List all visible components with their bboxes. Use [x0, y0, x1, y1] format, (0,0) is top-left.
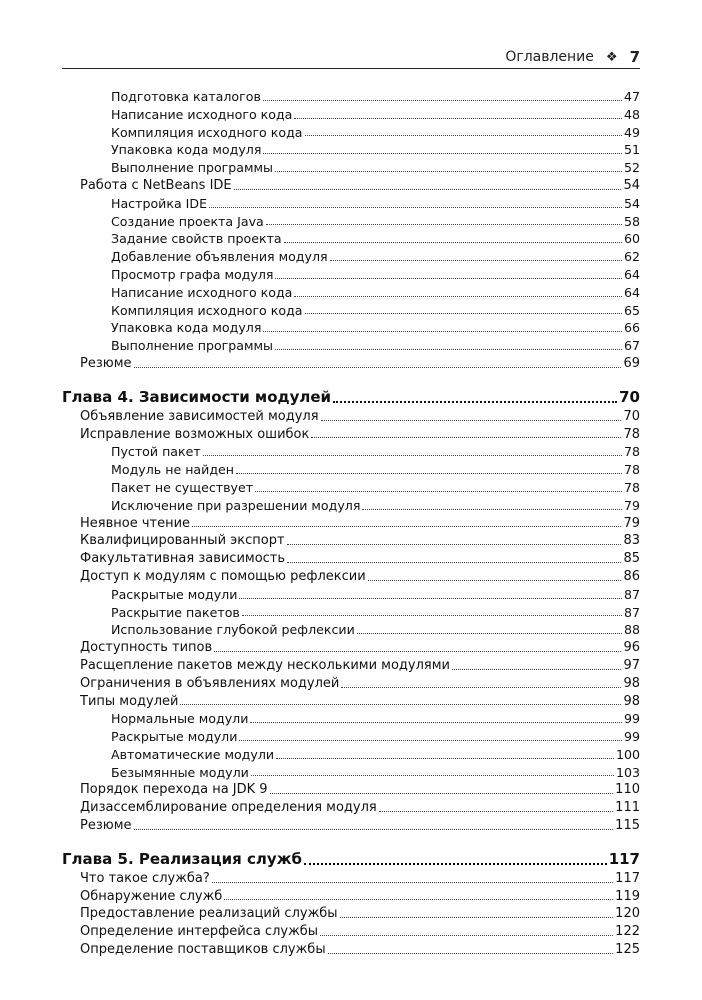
dot-leader	[362, 508, 622, 510]
toc-entry-title: Резюме	[80, 818, 132, 834]
dot-leader	[328, 952, 614, 954]
dot-leader	[379, 810, 613, 812]
dot-leader	[340, 916, 614, 918]
toc-page-number: 117	[608, 849, 640, 868]
toc-entry-row[interactable]	[62, 941, 640, 959]
dot-leader	[320, 934, 613, 936]
toc-entry-title: Определение поставщиков службы	[80, 942, 326, 958]
toc-page-number: 115	[615, 818, 640, 834]
toc-page-number: 117	[615, 870, 640, 886]
dot-leader	[263, 99, 622, 101]
toc-entry-title: Добавление объявления модуля	[111, 249, 328, 265]
page-number: 7	[629, 48, 640, 66]
toc-entry-title: Компиляция исходного кода	[111, 124, 303, 140]
toc-entry-row[interactable]	[62, 426, 640, 444]
toc-entry-row[interactable]	[62, 195, 640, 213]
dot-leader	[305, 134, 622, 136]
toc-page-number: 97	[623, 657, 640, 673]
toc-page-number: 60	[623, 231, 640, 247]
toc-entry-row[interactable]	[62, 124, 640, 142]
dot-leader	[333, 400, 617, 403]
toc-entry-title: Модуль не найден	[111, 462, 235, 478]
dot-leader	[234, 188, 622, 190]
toc-entry-title: Обнаружение служб	[80, 888, 223, 904]
toc-page-number: 47	[623, 89, 640, 104]
toc-entry-title: Безымянные модули	[111, 764, 249, 780]
toc-page-number: 70	[619, 387, 640, 406]
dot-leader	[276, 757, 614, 759]
toc-entry-row[interactable]	[62, 461, 640, 479]
toc-page-number: 49	[623, 124, 640, 140]
toc-page-number: 99	[623, 729, 640, 745]
dot-leader	[304, 862, 607, 865]
toc-entry-title: Упаковка кода модуля	[111, 320, 262, 336]
toc-entry-row[interactable]	[62, 88, 640, 106]
toc-entry-row[interactable]	[62, 213, 640, 231]
toc-page-number: 69	[623, 355, 640, 371]
toc-page-number: 87	[623, 586, 640, 602]
toc-entry-row[interactable]	[62, 532, 640, 550]
toc-entry-row[interactable]	[62, 639, 640, 657]
toc-entry-row[interactable]	[62, 266, 640, 284]
toc-entry-title: Создание проекта Java	[111, 213, 264, 229]
toc-entry-row[interactable]	[62, 355, 640, 373]
toc-page-number: 62	[623, 249, 640, 265]
toc-entry-title: Глава 5. Реализация служб	[62, 849, 303, 868]
toc-entry-row[interactable]	[62, 657, 640, 675]
running-header	[62, 46, 640, 69]
toc-page-number: 98	[623, 675, 640, 691]
dot-leader	[255, 490, 622, 492]
dot-leader	[203, 454, 622, 456]
toc-page-number: 67	[623, 338, 640, 354]
dot-leader	[275, 348, 622, 350]
dot-leader	[263, 152, 622, 154]
toc-entry-row[interactable]	[62, 568, 640, 586]
toc-page-number: 88	[623, 622, 640, 638]
toc-entry-row[interactable]	[62, 408, 640, 426]
toc-entry-title: Определение интерфейса службы	[80, 924, 319, 940]
toc-entry-row[interactable]	[62, 515, 640, 533]
toc-entry-title: Доступ к модулям с помощью рефлексии	[80, 568, 366, 584]
section-gap	[62, 373, 640, 386]
toc-chapter-row[interactable]	[62, 386, 640, 408]
toc-page-number: 100	[615, 746, 640, 762]
toc-entry-title: Неявное чтение	[80, 515, 191, 531]
toc-entry-row[interactable]	[62, 923, 640, 941]
toc-entry-title: Квалифицированный экспорт	[80, 533, 285, 549]
dot-leader	[180, 703, 621, 705]
ornament-icon: ❖	[605, 49, 618, 65]
toc-page-number: 64	[623, 284, 640, 300]
toc-entry-title: Глава 4. Зависимости модулей	[62, 387, 332, 406]
toc-entry-title: Объявление зависимостей модуля	[80, 408, 319, 424]
toc-entry-title: Автоматические модули	[111, 746, 275, 762]
toc-entry-title: Дизассемблирование определения модуля	[80, 800, 377, 816]
dot-leader	[239, 739, 622, 741]
toc-entry-row[interactable]	[62, 319, 640, 337]
dot-leader	[192, 525, 621, 527]
toc-entry-title: Типы модулей	[80, 693, 179, 709]
toc-entry-row[interactable]	[62, 479, 640, 497]
dot-leader	[236, 472, 622, 474]
toc-entry-title: Порядок перехода на JDK 9	[80, 782, 268, 798]
toc-page-number: 103	[615, 764, 640, 780]
dot-leader	[287, 561, 621, 563]
toc-page-number: 78	[623, 444, 640, 460]
toc-page-number: 87	[623, 604, 640, 620]
toc-page-number: 120	[615, 906, 640, 922]
dot-leader	[263, 330, 622, 332]
toc-entry-row[interactable]	[62, 764, 640, 782]
dot-leader	[266, 223, 622, 225]
toc-entry-row[interactable]	[62, 817, 640, 835]
toc-page-number: 96	[623, 640, 640, 656]
dot-leader	[134, 828, 614, 830]
dot-leader	[134, 366, 622, 368]
toc-entry-row[interactable]	[62, 675, 640, 693]
toc-entry-row[interactable]	[62, 443, 640, 461]
toc-entry-title: Ограничения в объявлениях модулей	[80, 675, 340, 691]
toc-page-number: 52	[623, 160, 640, 176]
toc-entry-title: Раскрытые модули	[111, 586, 238, 602]
toc-entry-row[interactable]	[62, 141, 640, 159]
toc-page-number: 78	[623, 479, 640, 495]
toc-page-number: 122	[615, 924, 640, 940]
toc-entry-row[interactable]	[62, 230, 640, 248]
dot-leader	[311, 436, 621, 438]
toc-entry-row[interactable]	[62, 710, 640, 728]
toc-page-number: 58	[623, 213, 640, 229]
toc-entry-title: Упаковка кода модуля	[111, 142, 262, 158]
toc-entry-title: Компиляция исходного кода	[111, 302, 303, 318]
toc-entry-row[interactable]	[62, 621, 640, 639]
toc-entry-row[interactable]	[62, 248, 640, 266]
toc-entry-row[interactable]	[62, 106, 640, 124]
dot-leader	[214, 650, 621, 652]
dot-leader	[251, 774, 614, 776]
toc-entry-row[interactable]	[62, 159, 640, 177]
dot-leader	[357, 632, 622, 634]
toc-entry-title: Факультативная зависимость	[80, 551, 286, 567]
dot-leader	[287, 543, 622, 545]
toc-page-number: 85	[623, 551, 640, 567]
toc-page-number: 86	[623, 568, 640, 584]
dot-leader	[209, 206, 622, 208]
toc-entry-title: Задание свойств проекта	[111, 231, 282, 247]
toc-page-number: 110	[615, 782, 640, 798]
toc-page-number: 79	[623, 497, 640, 513]
toc-entry-title: Работа с NetBeans IDE	[80, 177, 232, 193]
dot-leader	[305, 312, 622, 314]
toc-page-number: 99	[623, 711, 640, 727]
toc-entry-title: Нормальные модули	[111, 711, 249, 727]
toc-page-number: 83	[623, 533, 640, 549]
toc-entry-title: Написание исходного кода	[111, 284, 293, 300]
toc-entry-title: Подготовка каталогов	[111, 89, 261, 104]
toc-page-number: 79	[623, 515, 640, 531]
toc-entry-title: Предоставление реализаций службы	[80, 906, 338, 922]
toc-page-number: 54	[623, 177, 640, 193]
toc-entry-title: Использование глубокой рефлексии	[111, 622, 355, 638]
toc-page-number: 66	[623, 320, 640, 336]
toc-entry-row[interactable]	[62, 177, 640, 195]
toc-page-number: 54	[623, 195, 640, 211]
toc-entry-title: Раскрытие пакетов	[111, 604, 240, 620]
toc-page-number: 119	[615, 888, 640, 904]
toc-page-number: 78	[623, 462, 640, 478]
toc-entry-row[interactable]	[62, 799, 640, 817]
dot-leader	[341, 686, 621, 688]
toc-entry-row[interactable]	[62, 604, 640, 622]
toc-entry-row[interactable]	[62, 728, 640, 746]
toc-entry-row[interactable]	[62, 302, 640, 320]
toc-entry-title: Исправление возможных ошибок	[80, 426, 310, 442]
toc-entry-title: Раскрытые модули	[111, 729, 238, 745]
toc-entry-title: Исключение при разрешении модуля	[111, 497, 361, 513]
toc-entry-row[interactable]	[62, 781, 640, 799]
dot-leader	[368, 579, 622, 581]
dot-leader	[330, 259, 622, 261]
toc-page-number: 111	[615, 800, 640, 816]
toc-page-number: 48	[623, 106, 640, 122]
toc-entry-title: Что такое служба?	[80, 870, 210, 886]
table-of-contents	[62, 88, 640, 959]
dot-leader	[321, 419, 622, 421]
toc-entry-row[interactable]	[62, 905, 640, 923]
toc-entry-row[interactable]	[62, 284, 640, 302]
toc-entry-title: Выполнение программы	[111, 160, 273, 176]
dot-leader	[275, 277, 622, 279]
dot-leader	[452, 668, 621, 670]
toc-entry-title: Настройка IDE	[111, 195, 208, 211]
toc-entry-row[interactable]	[62, 693, 640, 711]
toc-page-number: 65	[623, 302, 640, 318]
dot-leader	[270, 792, 614, 794]
dot-leader	[239, 597, 622, 599]
toc-page-number: 64	[623, 266, 640, 282]
dot-leader	[284, 241, 622, 243]
toc-entry-title: Пакет не существует	[111, 479, 254, 495]
dot-leader	[224, 898, 613, 900]
toc-entry-title: Выполнение программы	[111, 338, 273, 354]
toc-page-number: 78	[623, 426, 640, 442]
header-title: Оглавление	[505, 49, 594, 65]
section-gap	[62, 835, 640, 848]
toc-entry-row[interactable]	[62, 337, 640, 355]
dot-leader	[242, 614, 622, 616]
toc-entry-row[interactable]	[62, 497, 640, 515]
toc-entry-title: Доступность типов	[80, 640, 213, 656]
toc-entry-row[interactable]	[62, 550, 640, 568]
toc-entry-row[interactable]	[62, 888, 640, 906]
toc-entry-row[interactable]	[62, 870, 640, 888]
toc-entry-title: Резюме	[80, 355, 132, 371]
dot-leader	[294, 117, 622, 119]
dot-leader	[275, 170, 622, 172]
toc-page-number: 125	[615, 942, 640, 958]
toc-entry-row[interactable]	[62, 586, 640, 604]
toc-entry-title: Пустой пакет	[111, 444, 201, 460]
toc-page-number: 51	[623, 142, 640, 158]
toc-page-number: 70	[623, 408, 640, 424]
toc-entry-title: Расщепление пакетов между несколькими модулями	[80, 657, 450, 673]
toc-chapter-row[interactable]	[62, 848, 640, 870]
toc-page-number: 98	[623, 693, 640, 709]
toc-entry-title: Просмотр графа модуля	[111, 266, 274, 282]
dot-leader	[250, 721, 622, 723]
dot-leader	[294, 295, 622, 297]
dot-leader	[212, 881, 613, 883]
toc-entry-title: Написание исходного кода	[111, 106, 293, 122]
toc-entry-row[interactable]	[62, 746, 640, 764]
